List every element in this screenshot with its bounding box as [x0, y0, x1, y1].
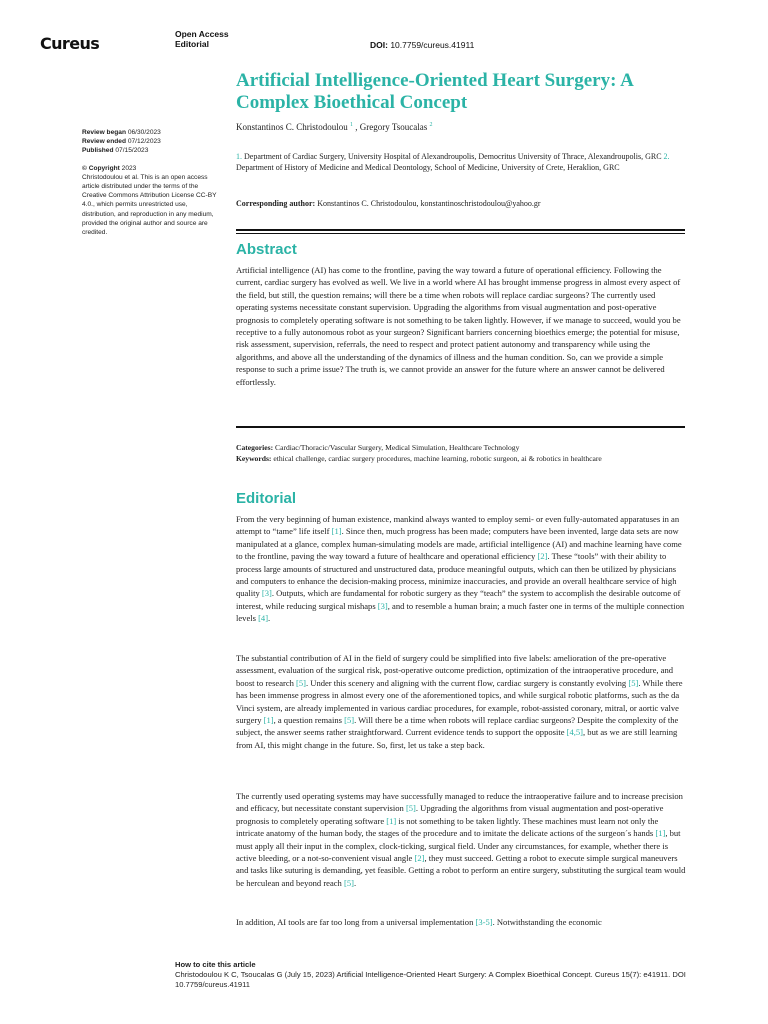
review-began-date: 06/30/2023	[127, 129, 161, 136]
citation-ref-link[interactable]: [1]	[386, 815, 397, 826]
citation-heading: How to cite this article	[175, 960, 256, 969]
divider	[236, 229, 685, 231]
author-affiliation-marker[interactable]: 2	[429, 122, 433, 128]
spacer	[82, 156, 220, 164]
citation-text: Christodoulou K C, Tsoucalas G (July 15, 2023) Artificial Intelligence-Oriented Heart Surgery: A Complex Bioethical Concept. Cureus 15(7): e41911. DOI 10.7759/cureus.41911	[175, 970, 686, 989]
divider	[236, 233, 685, 234]
review-ended-date: 07/12/2023	[127, 138, 161, 146]
article-metadata	[236, 443, 686, 464]
editorial-heading: Editorial	[236, 490, 297, 507]
keywords-label: Keywords:	[236, 453, 272, 463]
editorial-paragraph	[236, 652, 688, 751]
journal-logo: Cureus	[40, 34, 100, 53]
citation-ref-link[interactable]: [5]	[296, 677, 307, 688]
categories-label: Categories:	[236, 443, 274, 452]
paragraph-text: . Since then, much progress has been made; computers have been invented, large data sets are now manipulated at a glance, complex human-simulating models are made, artificial intelligence (AI) and machine learning have come to the frontline, paving the way toward a future of healthcare and operational efficiency	[236, 526, 682, 562]
citation-ref-link[interactable]: [5]	[344, 715, 355, 726]
review-ended-label: Review ended	[82, 138, 126, 146]
doi-label: DOI:	[370, 40, 388, 50]
paragraph-text: . Outputs, which are fundamental for robotic surgery as they “teach” the system to accomplish the desirable outcome of interest, while reducing surgical mishaps	[236, 588, 681, 611]
editorial-paragraph	[236, 916, 688, 928]
author-affiliation-marker[interactable]: 1	[350, 122, 354, 128]
author-name[interactable]: Gregory Tsoucalas	[359, 122, 428, 132]
paragraph-text: In addition, AI tools are far too long from a universal implementation	[236, 917, 476, 927]
article-type-label: Editorial	[175, 39, 210, 49]
paragraph-text: . These “tools” with their ability to process large amounts of structured and unstructured data, produce meaningful outputs, which can then be utilized by physicians and computers to enhance the decision-making process, minimize inaccuracies, and provide an overall healthcare service of high quality	[236, 551, 677, 599]
article-type-block	[175, 29, 229, 49]
citation-ref-link[interactable]: [3]	[261, 588, 272, 599]
published-date: 07/15/2023	[115, 147, 149, 155]
paragraph-text: , but as we are still learning from AI, this might change in the future. So, first, let us take a step back.	[236, 727, 678, 750]
paragraph-text: , a question remains	[273, 715, 345, 726]
paragraph-text: . Notwithstanding the economic	[492, 917, 602, 927]
citation-ref-link[interactable]: [3-5]	[475, 917, 493, 927]
keywords-line	[236, 454, 686, 465]
sidebar-publication-info	[82, 128, 220, 237]
review-ended	[82, 137, 220, 146]
categories-value[interactable]: Cardiac/Thoracic/Vascular Surgery, Medical Simulation, Healthcare Technology	[275, 443, 520, 452]
citation-ref-link[interactable]: [3]	[377, 600, 388, 611]
doi-value[interactable]: 10.7759/cureus.41911	[390, 40, 475, 50]
paragraph-text: , they must succeed. Getting a robot to execute simple surgical maneuvers and tasks like suturing is demanding, yet feasible. Getting a robot to perform an entire surgery, substituting the surgical team would be herculean and beyond reach	[236, 853, 686, 888]
paragraph-text: . Will there be a time when robots will replace cardiac surgeons? Despite the complexity of the subject, the answer seems rather straightforward. Current evidence tends to support the opposite	[236, 715, 679, 738]
citation-ref-link[interactable]: [5]	[343, 877, 354, 888]
citation-ref-link[interactable]: [5]	[628, 677, 639, 688]
author-list: Konstantinos C. Christodoulou $^1$ , Gregory Tsoucalas $^2$	[236, 122, 433, 132]
published	[82, 146, 220, 155]
affiliation-number: 1.	[236, 152, 242, 161]
article-title: Artificial Intelligence-Oriented Heart Surgery: A Complex Bioethical Concept	[236, 70, 633, 113]
citation-ref-link[interactable]: [5]	[405, 803, 416, 814]
citation-ref-link[interactable]: [2]	[414, 853, 425, 864]
affiliation-text: Department of Cardiac Surgery, University Hospital of Alexandroupolis, Democritus University of Thrace, Alexandroupolis, GRC	[244, 152, 662, 161]
paragraph-text: . Upgrading the algorithms from visual augmentation and post-operative prognosis to completely operating software	[236, 803, 664, 826]
copyright	[82, 164, 220, 173]
paragraph-text: . Under this scenery and aligning with the current flow, cardiac surgery is constantly evolving	[306, 677, 629, 688]
open-access-label: Open Access	[175, 29, 229, 39]
review-began	[82, 128, 220, 137]
citation-ref-link[interactable]: [1]	[263, 715, 274, 726]
affiliation-number: 2.	[663, 152, 670, 161]
affiliations	[236, 151, 692, 173]
affiliation-text: Department of History of Medicine and Medical Deontology, School of Medicine, University of Crete, Heraklion, GRC	[236, 163, 620, 172]
copyright-label: © Copyright	[82, 164, 120, 172]
published-label: Published	[82, 147, 114, 155]
corresponding-value[interactable]: Konstantinos C. Christodoulou, konstantinoschristodoulou@yahoo.gr	[317, 199, 541, 208]
paragraph-text: is not something to be taken lightly. These machines must learn not only the intricate anatomy of the human body, the stages of the procedure and to imitate the delicate actions of the surgeon´s hands	[236, 815, 659, 839]
paragraph-text: The currently used operating systems may have successfully managed to reduce the intraoperative failure and to increase precision and efficacy, but necessitate constant supervision	[236, 791, 683, 814]
citation-ref-link[interactable]: [4]	[258, 613, 269, 624]
author-name[interactable]: Konstantinos C. Christodoulou	[236, 122, 348, 132]
license-text: Christodoulou et al. This is an open access article distributed under the terms of the Creative Commons Attribution License CC-BY 4.0., which permits unrestricted use, distribution, and reproduction in any medium, provided the original author and source are credited.	[82, 173, 217, 237]
corresponding-label: Corresponding author:	[236, 199, 316, 208]
paragraph-text: , and to resemble a human brain; a much faster one in terms of the multiple connection levels	[236, 600, 685, 624]
citation-ref-link[interactable]: [4,5]	[566, 727, 584, 738]
paragraph-text: From the very beginning of human existence, mankind always wanted to employ semi- or even fully-automated apparatuses in an attempt to “tame” life itself	[236, 514, 680, 537]
copyright-year: 2023	[121, 164, 137, 172]
paragraph-text: .	[268, 613, 271, 624]
review-began-label: Review began	[82, 129, 126, 136]
doi-header	[370, 40, 474, 50]
categories-line	[236, 443, 686, 454]
citation-ref-link[interactable]: [1]	[655, 828, 666, 839]
editorial-paragraph	[236, 513, 688, 625]
paragraph-text: . While there has been immense progress in almost every one of the aforementioned topics, and while surgical robotic platforms, such as the da Vinci system, are already implemented in various cardiac procedures, for example, robot-assisted coronary, mitral, or aortic valve surgery	[236, 677, 683, 726]
paragraph-text: .	[353, 877, 357, 888]
paragraph-text: , but must apply all their input in the complex, clock-ticking, surgical field. Under any circumstances, for example, whether there is active bleeding, or a not-so-convenient visual angle	[236, 828, 681, 864]
paragraph-text: The substantial contribution of AI in the field of surgery could be simplified into five labels: amelioration of the pre-operative assessment, evaluation of the surgical risk, post-operative outcome prediction, optimization of the intraoperative procedure, and boost to research	[236, 653, 674, 688]
abstract-heading: Abstract	[236, 241, 297, 258]
citation-ref-link[interactable]: [1]	[331, 526, 342, 537]
editorial-paragraph	[236, 790, 688, 889]
corresponding-author	[236, 199, 541, 208]
citation-footer	[175, 960, 715, 990]
keywords-value[interactable]: ethical challenge, cardiac surgery procedures, machine learning, robotic surgeon, ai & robotics in healthcare	[273, 453, 602, 463]
citation-ref-link[interactable]: [2]	[537, 551, 548, 562]
divider	[236, 426, 685, 428]
abstract-text: Artificial intelligence (AI) has come to the frontline, paving the way toward a future of operational efficiency. Following the current, cardiac surgery has evolved as well. We live in a world where AI has brought immense progress in almost every aspect of the field, but still, the question remains; will there be a time when robots will replace cardiac surgeons? The currently used operating systems necessitate constant supervision. Upgrading the algorithms from visual augmentation and post-operative prognosis to completely operating software is not something to be taken lightly. However, if we manage to succeed, would you be receptive to a fully autonomous robot as your surgeon? Significant barriers concerning bioethics emerge; the potential for misuse, risk assessment, supervision, referrals, the need to respect and protect patient autonomy and transparency while using the algorithms, and above all the understanding of the dynamics of illness and the human condition. So, can we provide a simple response to such a prime issue? The truth is, we cannot provide an answer for the future where an answer cannot be delivered effortlessly.	[236, 265, 681, 387]
